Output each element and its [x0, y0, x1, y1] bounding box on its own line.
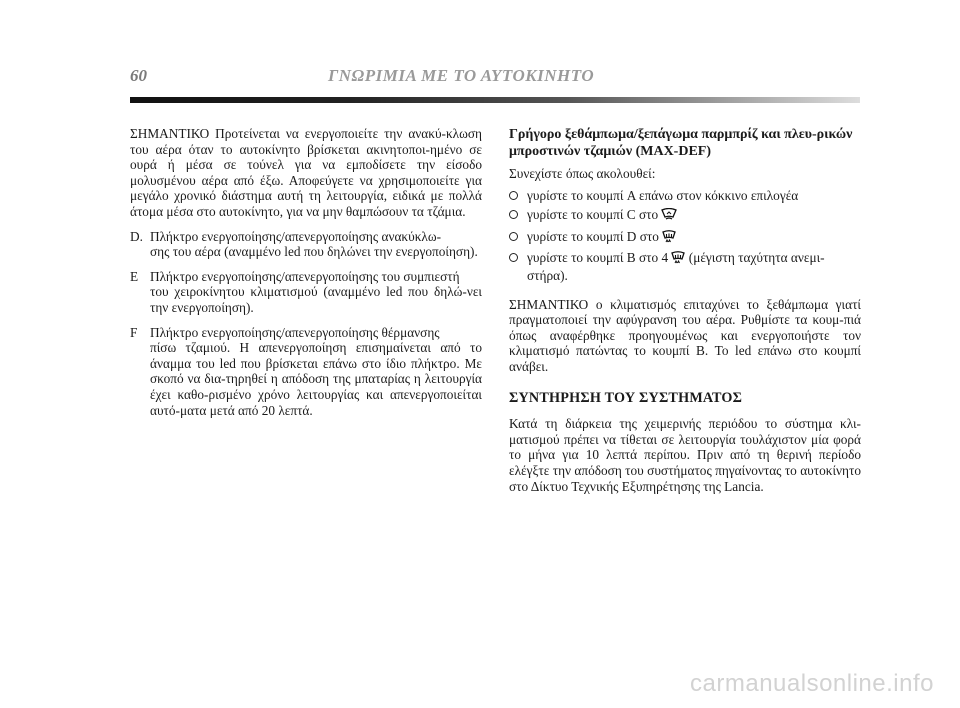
page-header-title: ΓΝΩΡΙΜΙΑ ΜΕ ΤΟ ΑΥΤΟΚΙΝΗΤΟ: [328, 66, 595, 85]
step-tail: (μέγιστη ταχύτητα ανεμι-στήρα).: [527, 250, 825, 283]
item-text: Πλήκτρο ενεργοποίησης/απενεργοποίησης ανακύκλω-: [150, 228, 442, 244]
recirculation-note: ΣΗΜΑΝΤΙΚΟ Προτείνεται να ενεργοποιείτε την ανακύ-κλωση του αέρα όταν το αυτοκίνητο βρίσκεται ακινητοποι-ημένο σε ουρά ή μέσα σε τούνελ για να εμποδίσετε την είσοδο μολυσμένου αέρα από έξω. Αποφεύγετε να χρησιμοποιείτε για μεγάλο χρονικό διάστημα αυτή τη λειτουργία, ειδικά με πολλά άτομα μέσα στο αυτοκίνητο, για να μην θαμπώσουν τα τζάμια.: [130, 126, 482, 219]
step-item: [509, 207, 861, 225]
step-text: γυρίστε το κουμπί D στο: [527, 228, 659, 244]
item-key: E: [130, 268, 139, 284]
item-key: F: [130, 324, 138, 340]
step-text: γυρίστε το κουμπί B στο 4: [527, 250, 669, 266]
steps-intro: Συνεχίστε όπως ακολουθεί:: [509, 166, 656, 181]
ac-note: ΣΗΜΑΝΤΙΚΟ ο κλιματισμός επιταχύνει το ξεθάμπωμα γιατί πραγματοποιεί την αφύγρανση του αέρα. Ρυθμίστε τα κουμ-πιά όπως αναφέρθηκε προηγουμένως και ενεργοποιήστε τον κλιματισμό πατώντας το κουμπί B. Το led επάνω στο κουμπί ανάβει.: [509, 296, 861, 374]
watermark: carmanualsonline.info: [690, 670, 934, 697]
item-continuation: πίσω τζαμιού. Η απενεργοποίηση επισημαίνεται από το άναμμα του led που βρίσκεται επάνω στο ίδιο πλήκτρο. Με σκοπό να δια-τηρηθεί η απόδοση της μπαταρίας η λειτουργία έχει καθο-ρισμένο χρόνο λειτουργίας και απενεργοποιείται αυτό-ματα μετά από 20 λεπτά.: [150, 340, 482, 418]
bullet-icon: [509, 253, 518, 262]
step-item: [509, 250, 861, 283]
defrost-icon: [671, 251, 685, 268]
defrost-icon: [662, 230, 676, 247]
page-number: 60: [130, 66, 147, 85]
right-column: [509, 126, 861, 494]
bullet-icon: [509, 232, 518, 241]
step-text: γυρίστε το κουμπί C στο: [527, 207, 659, 223]
left-column: [130, 126, 482, 418]
item-continuation: του χειροκίνητου κλιματισμού (αναμμένο led που δηλώ-νει την ενεργοποίηση).: [150, 284, 482, 315]
item-continuation: σης του αέρα (αναμμένο led που δηλώνει την ενεργοποίηση).: [150, 244, 478, 260]
bullet-icon: [509, 191, 518, 200]
item-key: D.: [130, 228, 143, 244]
max-def-heading: Γρήγορο ξεθάμπωμα/ξεπάγωμα παρμπρίζ και πλευ-ρικών μπροστινών τζαμιών (MAX-DEF): [509, 127, 853, 159]
step-item: [509, 229, 861, 247]
item-text: Πλήκτρο ενεργοποίησης/απενεργοποίησης θέρμανσης: [150, 324, 440, 340]
item-e: [130, 269, 482, 316]
maintenance-heading: ΣΥΝΤΗΡΗΣΗ ΤΟΥ ΣΥΣΤΗΜΑΤΟΣ: [509, 389, 743, 406]
step-text: γυρίστε το κουμπί A επάνω στον κόκκινο επιλογέα: [527, 187, 799, 203]
maintenance-text: Κατά τη διάρκεια της χειμερινής περιόδου το σύστημα κλι-ματισμού πρέπει να τίθεται σε λειτουργία τουλάχιστον μία φορά το μήνα για 10 λεπτά περίπου. Πριν από τη θερινή περίοδο ελέγξτε την απόδοση του συστήματος πηγαίνοντας το αυτοκίνητο στο Δίκτυο Τεχνικής Εξυπηρέτησης της Lancia.: [509, 416, 861, 494]
bullet-icon: [509, 210, 518, 219]
windscreen-airflow-icon: [661, 208, 677, 225]
item-d: [130, 229, 482, 260]
header-rule: [130, 97, 860, 103]
item-f: [130, 325, 482, 419]
item-text: Πλήκτρο ενεργοποίησης/απενεργοποίησης του συμπιεστή: [150, 268, 460, 284]
step-item: [509, 188, 861, 204]
